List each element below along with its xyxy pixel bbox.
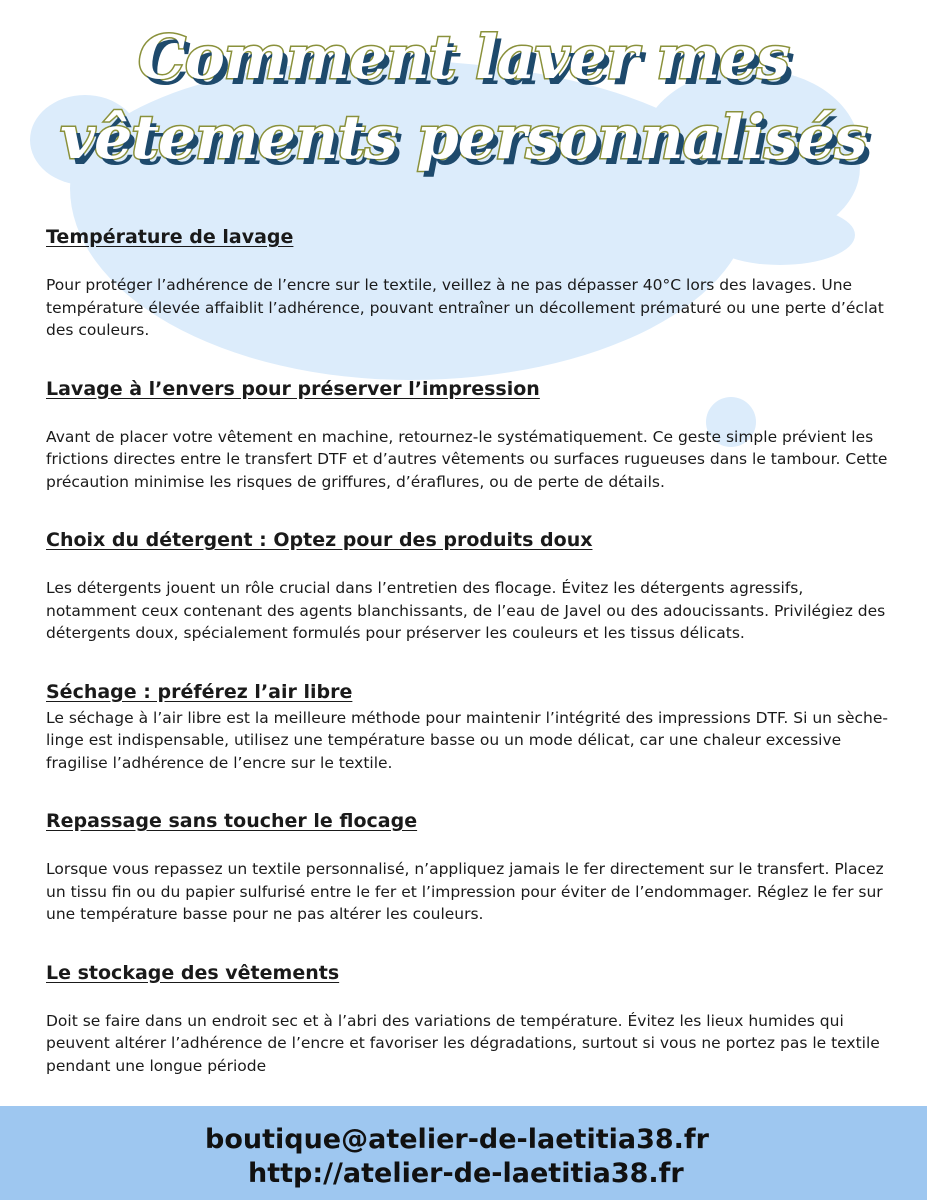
section-heading: Le stockage des vêtements <box>46 961 340 984</box>
section-heading: Lavage à l’envers pour préserver l’impression <box>46 377 540 400</box>
section-heading: Choix du détergent : Optez pour des produits doux <box>46 529 593 551</box>
section-temperature <box>46 222 896 342</box>
section-body: Pour protéger l’adhérence de l’encre sur le textile, veillez à ne pas dépasser 40°C lors des lavages. Une température élevée affaiblit l’adhérence, pouvant entraîner un décollement prématuré ou une perte d’éclat des couleurs. <box>46 276 884 339</box>
footer-website-link[interactable]: http://atelier-de-laetitia38.fr <box>248 1158 684 1189</box>
section-heading: Repassage sans toucher le flocage <box>46 810 418 832</box>
section-inside-out <box>46 374 896 494</box>
section-body: Lorsque vous repassez un textile personnalisé, n’appliquez jamais le fer directement sur le transfert. Placez un tissu fin ou du papier sulfurisé entre le fer et l’impression pour éviter de l’endommager. Réglez le fer sur une température basse pour ne pas altérer les couleurs. <box>46 860 884 923</box>
section-ironing <box>46 806 896 926</box>
section-detergent <box>46 525 896 645</box>
section-drying <box>46 677 896 775</box>
section-body: Le séchage à l’air libre est la meilleure méthode pour maintenir l’intégrité des impressions DTF. Si un sèche-linge est indispensable, utilisez une température basse ou un mode délicat, car une chaleur excessive fragilise l’adhérence de l’encre sur le textile. <box>46 708 888 772</box>
page-title: Comment laver mes vêtements personnalisés <box>60 23 867 173</box>
footer <box>0 1106 927 1200</box>
section-storage <box>46 958 896 1078</box>
section-body: Doit se faire dans un endroit sec et à l’abri des variations de température. Évitez les lieux humides qui peuvent altérer l’adhérence de l’encre et favoriser les dégradations, surtout si vous ne portez pas le textile pendant une longue période <box>46 1011 880 1075</box>
section-body: Avant de placer votre vêtement en machine, retournez-le systématiquement. Ce geste simple prévient les frictions directes entre le transfert DTF et d’autres vêtements ou surfaces rugueuses dans le tambour. Cette précaution minimise les risques de griffures, d’éraflures, ou de perte de détails. <box>46 427 888 491</box>
section-body: Les détergents jouent un rôle crucial dans l’entretien des flocage. Évitez les détergents agressifs, notamment ceux contenant des agents blanchissants, de l’eau de Javel ou des adoucissants. Privilégiez des détergents doux, spécialement formulés pour préserver les couleurs et les tissus délicats. <box>46 579 886 642</box>
content <box>46 222 896 1077</box>
section-heading: Séchage : préférez l’air libre <box>46 680 353 703</box>
footer-email-link[interactable]: boutique@atelier-de-laetitia38.fr <box>205 1124 709 1155</box>
section-heading: Température de lavage <box>46 226 294 248</box>
